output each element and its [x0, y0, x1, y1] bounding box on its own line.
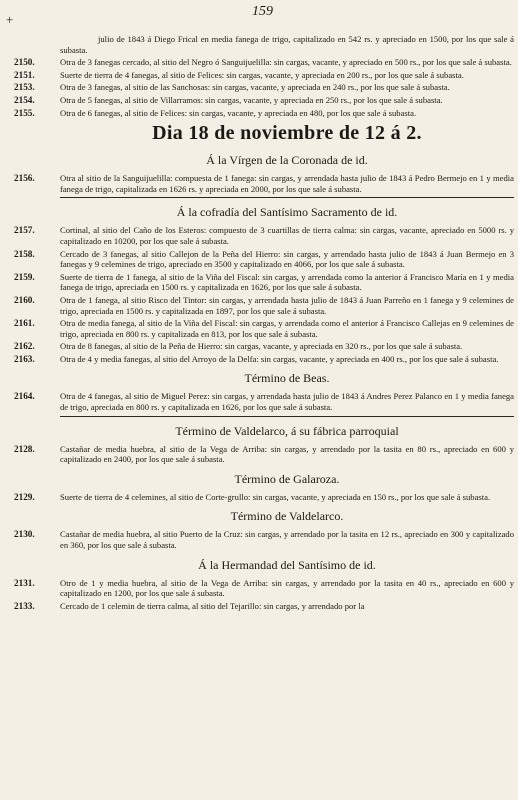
corner-mark: + — [6, 12, 14, 27]
day-heading: Dia 18 de noviembre de 12 á 2. — [152, 122, 422, 145]
page-folio-number: 159 — [252, 4, 273, 19]
entry-2153 — [14, 82, 514, 93]
section-heading: Á la Hermandad del Santísimo de id. — [198, 557, 376, 572]
entry-text: Otra al sitio de la Sanguijuelilla: compuesta de 1 fanega: sin cargas, y arrendada hasta julio de 1843 á Pedro Bermejo en 1 y media fanega de trigo, capitalizada en 1626 rs. y apreciada en 2000, por los que sale á subasta. — [60, 173, 514, 194]
entry-number: 2155. — [14, 107, 35, 118]
entry-number: 2151. — [14, 69, 35, 80]
entry-text: Otra de 8 fanegas, al sitio de la Peña de Hierro: sin cargas, vacante, y apreciada en 320 rs., por los que sale á subasta. — [60, 341, 463, 352]
section-heading: Término de Beas. — [244, 371, 330, 386]
entry-2161 — [14, 318, 514, 339]
divider — [60, 416, 514, 417]
entry-2162 — [14, 341, 514, 352]
entry-number: 2153. — [14, 82, 35, 93]
divider — [60, 197, 514, 198]
entry-text: Otra de 3 fanegas, al sitio de las Sanchosas: sin cargas, vacante, y apreciada en 240 rs., por los que sale á subasta. — [60, 82, 450, 93]
entry-2164 — [14, 391, 514, 413]
entry-2151 — [14, 69, 514, 81]
entry-text: julio de 1843 á Diego Frical en media fanega de trigo, capitalizado en 542 rs. y apreciado en 1500, por los que sale á subasta. — [60, 34, 514, 55]
entry-text: Otra de 6 fanegas, al sitio de Felices: sin cargas, vacante, y apreciada en 480, por los que sale á subasta. — [60, 107, 417, 118]
entry-text: Otra de media fanega, al sitio de la Viña del Fiscal: sin cargas, y arrendada como el anterior á Francisco Callejas en 9 celemines de trigo, apreciada en 800 rs. y capitalizada en 813, por los que sale á subasta. — [60, 318, 514, 339]
entry-text: Otro de 1 y media huebra, al sitio de la Vega de Arriba: sin cargas, y arrendado por la tasita en 40 rs., apreciado en 600 y capitalizado en 1200, por los que sale á subasta. — [60, 577, 514, 599]
entry-number: 2150. — [14, 57, 35, 68]
entry-2156 — [14, 173, 514, 194]
entry-number: 2163. — [14, 353, 35, 364]
entry-2130 — [14, 529, 514, 551]
entry-number: 2156. — [14, 173, 35, 184]
entry-number: 2154. — [14, 94, 35, 105]
entry-continued — [60, 34, 514, 55]
entry-number: 2158. — [14, 248, 35, 259]
entry-text: Suerte de tierra de 1 fanega, al sitio de la Viña del Fiscal: sin cargas, y arrendada como la anterior á Francisco María en 1 y media fanega de trigo, apreciada en 1500 rs. y capitalizada en 1626, por los que sale á subasta. — [60, 271, 514, 293]
entry-number: 2159. — [14, 271, 35, 282]
entry-text: Otra de 1 fanega, al sitio Risco del Tintor: sin cargas, y arrendada hasta julio de 1843 á Juan Parreño en 1 fanega y 9 celemines de trigo, apreciada en 1500 rs. y capitalizada en 1897, por los que sale á subasta. — [60, 294, 514, 316]
entry-2163 — [14, 353, 514, 365]
entry-number: 2129. — [14, 491, 35, 502]
entry-2157 — [14, 225, 514, 246]
entry-text: Castañar de media huebra, al sitio Puerto de la Cruz: sin cargas, y arrendado por la tasita en 12 rs., apreciado en 300 y capitalizado en 360, por los que sale á subasta. — [60, 529, 514, 551]
entry-number: 2133. — [14, 600, 35, 611]
entry-text: Otra de 5 fanegas, al sitio de Villarramos: sin cargas, vacante, y apreciada en 250 rs., por los que sale á subasta. — [60, 94, 443, 105]
entry-text: Cercado de 1 celemin de tierra calma, al sitio del Tejarillo: sin cargas, y arrendado por la — [60, 600, 365, 611]
entry-text: Otra de 4 fanegas, al sitio de Miguel Perez: sin cargas, y arrendada hasta julio de 1843 á Andres Perez Palanco en 1 y media fanega de trigo, apreciada en 800 rs. y capitalizada en 1626, por los que sale á subasta. — [60, 391, 514, 413]
entry-text: Suerte de tierra de 4 celemines, al sitio de Corte-grullo: sin cargas, vacante, y apreciada en 150 rs., por los que sale á subasta. — [60, 491, 491, 502]
entry-2131 — [14, 577, 514, 599]
entry-2155 — [14, 107, 514, 119]
section-heading: Término de Valdelarco. — [230, 509, 344, 524]
section-heading: Término de Valdelarco, á su fábrica parroquial — [175, 423, 399, 438]
entry-number: 2128. — [14, 443, 35, 454]
entry-number: 2130. — [14, 529, 35, 540]
entry-number: 2160. — [14, 294, 35, 305]
entry-2158 — [14, 248, 514, 270]
entry-number: 2161. — [14, 318, 35, 329]
entry-number: 2131. — [14, 577, 35, 588]
entry-text: Suerte de tierra de 4 fanegas, al sitio de Felices: sin cargas, vacante, y apreciada en 200 rs., por los que sale á subasta. — [60, 69, 464, 80]
entry-2159 — [14, 271, 514, 293]
entry-number: 2162. — [14, 341, 35, 352]
section-heading: Á la cofradía del Santísimo Sacramento de id. — [176, 205, 398, 220]
section-heading: Á la Vírgen de la Coronada de id. — [206, 153, 368, 168]
entry-number: 2164. — [14, 391, 35, 402]
entry-2154 — [14, 94, 514, 106]
entry-2133 — [14, 600, 514, 612]
entry-2129 — [14, 491, 514, 503]
entry-text: Otra de 3 fanegas cercado, al sitio del Negro ó Sanguijuelilla: sin cargas, vacante, y apreciado en 500 rs., por los que sale á subasta. — [60, 57, 512, 68]
entry-text: Castañar de media huebra, al sitio de la Vega de Arriba: sin cargas, y arrendado por la tasita en 80 rs., apreciado en 600 y capitalizado en 2400, por los que sale á subasta. — [60, 443, 514, 465]
entry-text: Cercado de 3 fanegas, al sitio Callejon de la Peña del Hierro: sin cargas, y arrendado hasta julio de 1843 á Juan Bermejo en 3 fanegas y 9 celemines de trigo, apreciado en 3500 y capitalizado en 4066, por los que sale á subasta. — [60, 248, 514, 270]
section-heading: Término de Galaroza. — [234, 471, 340, 486]
entry-2160 — [14, 294, 514, 316]
entry-2128 — [14, 443, 514, 465]
entry-text: Otra de 4 y media fanegas, al sitio del Arroyo de la Delfa: sin cargas, vacante, y apreciada en 400 rs., por los que sale á subasta. — [60, 353, 499, 364]
document-body — [14, 34, 514, 613]
entry-2150 — [14, 57, 514, 68]
entry-text: Cortinal, al sitio del Caño de los Esteros: compuesto de 3 cuartillas de tierra calma: sin cargas, vacante, apreciado en 5000 rs. y capitalizado en 10200, por los que sale á subasta. — [60, 225, 514, 246]
entry-number: 2157. — [14, 225, 35, 236]
